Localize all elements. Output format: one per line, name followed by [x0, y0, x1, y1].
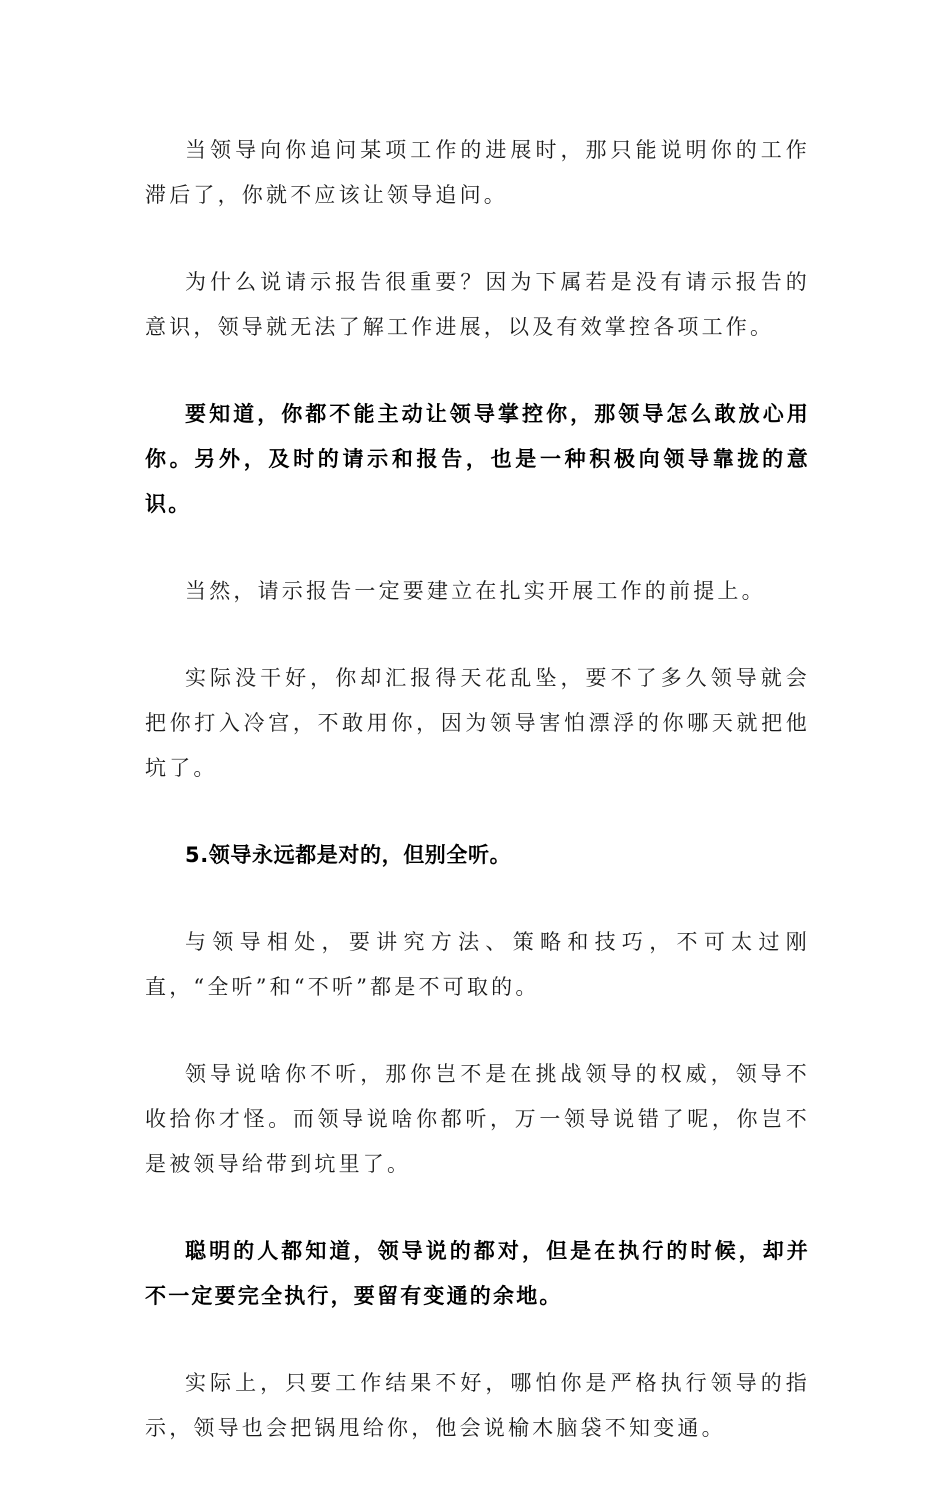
paragraph: 当然，请示报告一定要建立在扎实开展工作的前提上。 — [185, 579, 766, 603]
bold-paragraph: 要知道，你都不能主动让领导掌控你，那领导怎么敢放心用你。另外，及时的请示和报告，也是一种积极向领导靠拢的意识。 — [145, 402, 810, 516]
document-body — [145, 128, 810, 1493]
paragraph: 与领导相处，要讲究方法、策略和技巧，不可太过刚直，“全听”和“不听”都是不可取的。 — [145, 930, 810, 999]
bold-paragraph: 聪明的人都知道，领导说的都对，但是在执行的时候，却并不一定要完全执行，要留有变通的余地。 — [145, 1239, 810, 1308]
paragraph: 为什么说请示报告很重要？因为下属若是没有请示报告的意识，领导就无法了解工作进展，以及有效掌控各项工作。 — [145, 270, 810, 339]
paragraph: 领导说啥你不听，那你岂不是在挑战领导的权威，领导不收拾你才怪。而领导说啥你都听，万一领导说错了呢，你岂不是被领导给带到坑里了。 — [145, 1062, 810, 1176]
paragraph: 实际上，只要工作结果不好，哪怕你是严格执行领导的指示，领导也会把锅甩给你，他会说榆木脑袋不知变通。 — [145, 1371, 810, 1440]
paragraph: 实际没干好，你却汇报得天花乱坠，要不了多久领导就会把你打入冷宫，不敢用你，因为领导害怕漂浮的你哪天就把他坑了。 — [145, 666, 810, 780]
paragraph: 当领导向你追问某项工作的进展时，那只能说明你的工作滞后了，你就不应该让领导追问。 — [145, 138, 810, 207]
section-heading: 5.领导永远都是对的，但别全听。 — [185, 843, 512, 867]
